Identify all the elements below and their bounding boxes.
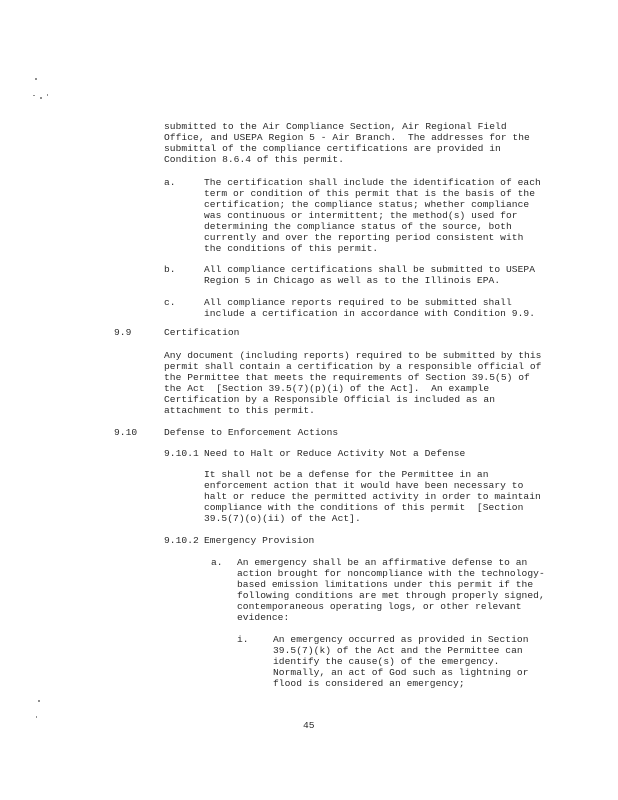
section-number: 9.9 — [114, 327, 132, 338]
section-title: Defense to Enforcement Actions — [164, 427, 339, 438]
intro-line: Condition 8.6.4 of this permit. — [164, 154, 345, 165]
item-line: currently and over the reporting period consistent with — [204, 232, 524, 243]
item-line: evidence: — [237, 612, 290, 623]
subsection-title: Emergency Provision — [204, 535, 315, 546]
item-line: Normally, an act of God such as lightning or — [273, 667, 529, 678]
item-marker: b. — [164, 264, 176, 275]
page-number: 45 — [303, 720, 315, 731]
subsection-title: Need to Halt or Reduce Activity Not a Defense — [204, 448, 466, 459]
item-marker: a. — [164, 177, 176, 188]
item-line: the conditions of this permit. — [204, 243, 379, 254]
scan-speck — [33, 95, 35, 96]
item-line: was continuous or intermittent; the method(s) used for — [204, 210, 518, 221]
item-line: All compliance certifications shall be submitted to USEPA — [204, 264, 536, 275]
scan-speck — [40, 97, 42, 99]
item-marker: i. — [237, 634, 249, 645]
subsection-line: 39.5(7)(o)(ii) of the Act]. — [204, 513, 361, 524]
item-line: An emergency shall be an affirmative defense to an — [237, 557, 528, 568]
intro-line: submittal of the compliance certifications are provided in — [164, 143, 501, 154]
item-line: contemporaneous operating logs, or other relevant — [237, 601, 522, 612]
section-line: Certification by a Responsible Official is included as an — [164, 394, 496, 405]
section-line: attachment to this permit. — [164, 405, 315, 416]
item-line: 39.5(7)(k) of the Act and the Permittee can — [273, 645, 523, 656]
item-line: following conditions are met through properly signed, — [237, 590, 545, 601]
subsection-number: 9.10.2 — [164, 535, 199, 546]
item-line: action brought for noncompliance with the technology- — [237, 568, 545, 579]
scan-speck — [47, 94, 48, 96]
subsection-line: compliance with the conditions of this permit [Section — [204, 502, 524, 513]
section-line: permit shall contain a certification by a responsible official of — [164, 361, 542, 372]
item-line: include a certification in accordance with Condition 9.9. — [204, 308, 536, 319]
subsection-line: It shall not be a defense for the Permittee in an — [204, 469, 489, 480]
section-line: the Permittee that meets the requirements of Section 39.5(5) of — [164, 372, 530, 383]
section-line: the Act [Section 39.5(7)(p)(i) of the Act]. An example — [164, 383, 490, 394]
item-marker: c. — [164, 297, 176, 308]
section-number: 9.10 — [114, 427, 138, 438]
item-line: certification; the compliance status; whether compliance — [204, 199, 530, 210]
subsection-line: enforcement action that it would have been necessary to — [204, 480, 524, 491]
item-line: flood is considered an emergency; — [273, 678, 465, 689]
item-line: An emergency occurred as provided in Section — [273, 634, 529, 645]
item-line: identify the cause(s) of the emergency. — [273, 656, 500, 667]
section-title: Certification — [164, 327, 240, 338]
section-line: Any document (including reports) required to be submitted by this — [164, 350, 542, 361]
subsection-line: halt or reduce the permitted activity in order to maintain — [204, 491, 541, 502]
item-line: determining the compliance status of the source, both — [204, 221, 512, 232]
item-marker: a. — [211, 557, 223, 568]
item-line: Region 5 in Chicago as well as to the Illinois EPA. — [204, 275, 501, 286]
intro-line: Office, and USEPA Region 5 - Air Branch. The addresses for the — [164, 132, 530, 143]
item-line: term or condition of this permit that is the basis of the — [204, 188, 536, 199]
item-line: based emission limitations under this permit if the — [237, 579, 534, 590]
scan-speck — [35, 78, 37, 80]
scan-speck — [36, 716, 37, 718]
intro-line: submitted to the Air Compliance Section, Air Regional Field — [164, 121, 507, 132]
subsection-number: 9.10.1 — [164, 448, 199, 459]
scan-speck — [38, 700, 40, 702]
item-line: The certification shall include the identification of each — [204, 177, 541, 188]
item-line: All compliance reports required to be submitted shall — [204, 297, 512, 308]
